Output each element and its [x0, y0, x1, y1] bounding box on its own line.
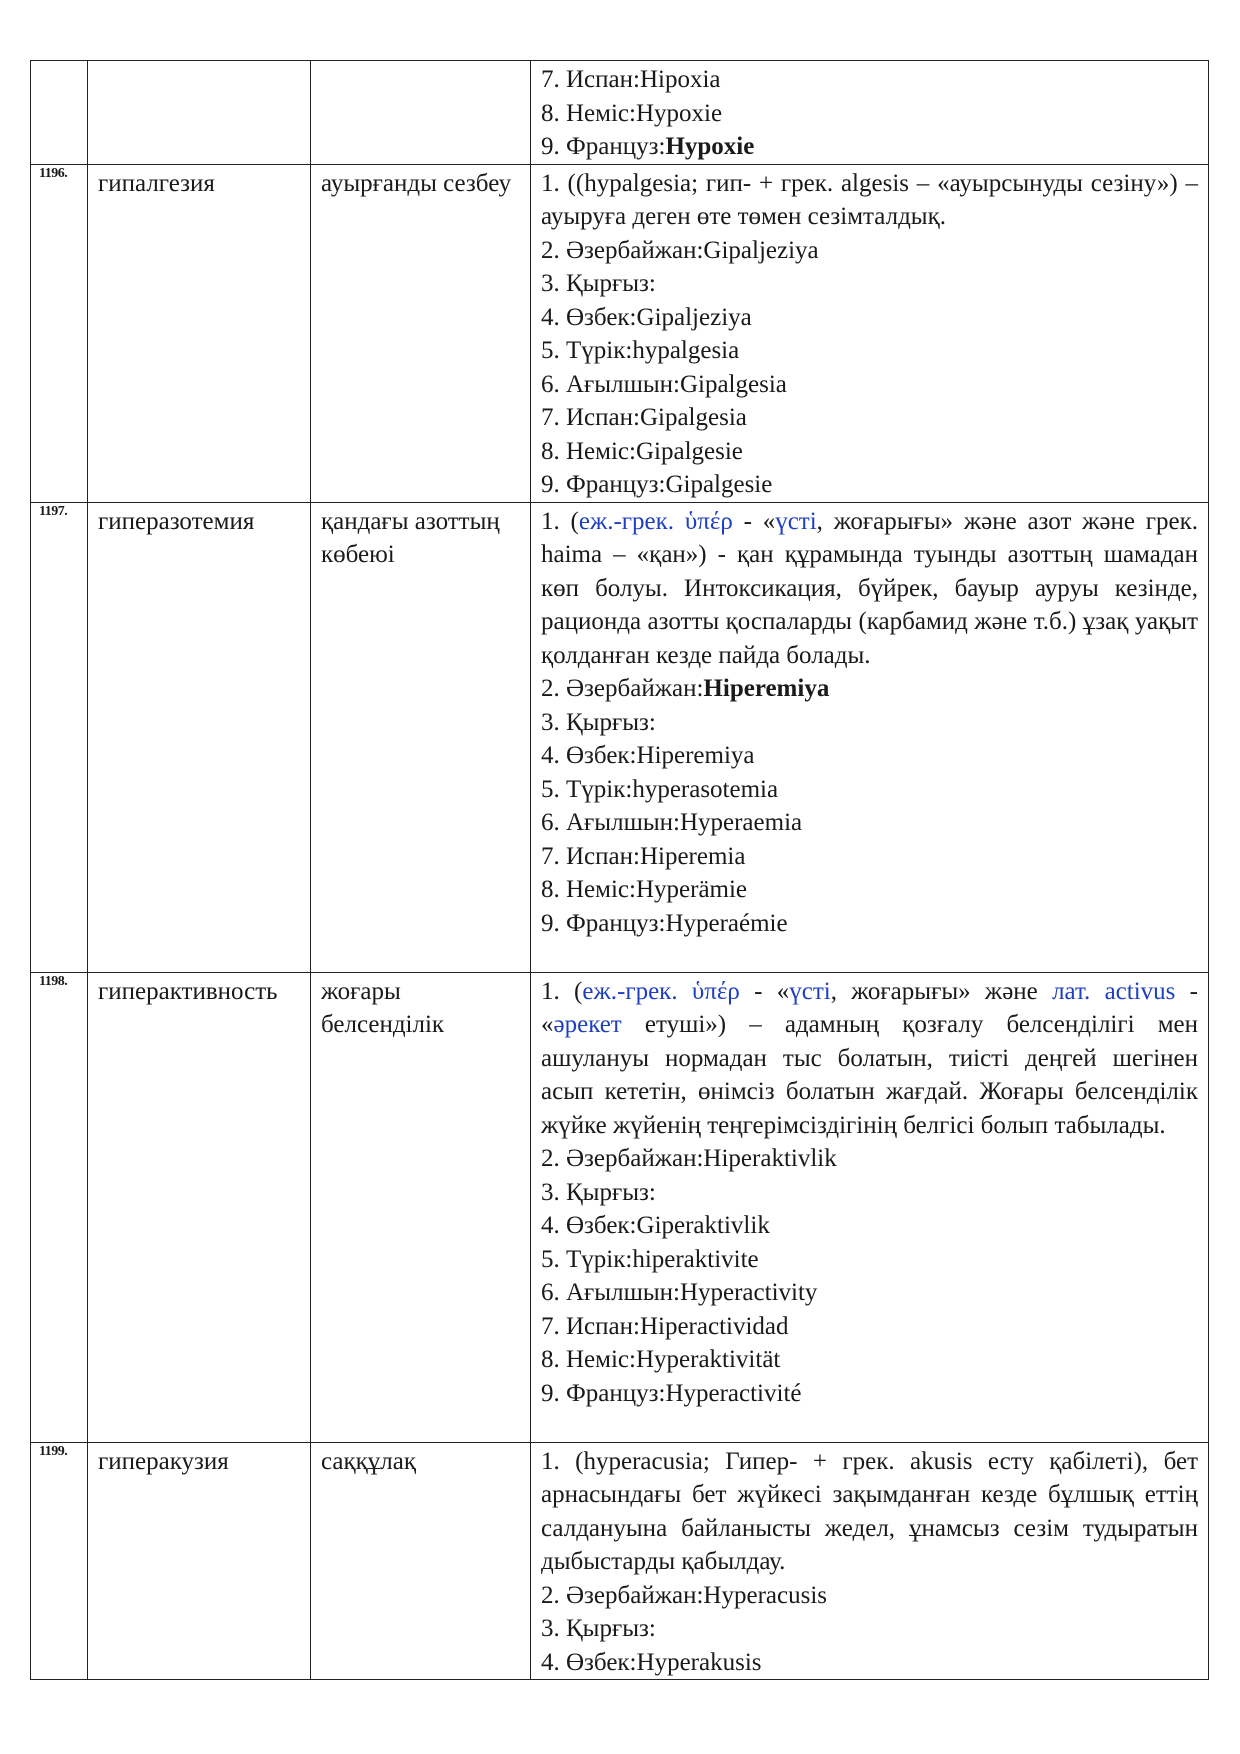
table-row	[31, 164, 1209, 502]
language-line: 3. Қырғыз:	[541, 270, 656, 297]
term-cell	[88, 164, 311, 502]
entry-kazakh: қандағы азоттың көбеюі	[321, 507, 500, 568]
term-cell	[88, 1442, 311, 1680]
definition-text: 1. ((hypalgesia; гип- + грек. algesis – «ауырсынуды сезіну») – ауыруға деген өте төмен сезімталдық.	[541, 169, 1198, 230]
language-line: 7. Испан:Gipalgesia	[541, 404, 747, 431]
entry-number-cell	[31, 1442, 88, 1680]
table-row	[31, 502, 1209, 972]
language-line: 4. Өзбек:Giperaktivlik	[541, 1212, 770, 1239]
definition-cell	[531, 164, 1209, 502]
definition-text: 1. (hyperacusia; Гипер- + грек. akusis есту қабілеті), бет арнасындағы бет жүйкесі зақымданған кезде бұлшық еттің салдануына байланысты жедел, ұнамсыз сезім тудыратын дыбыстарды қабылдау.	[541, 1447, 1198, 1575]
language-line: 4. Өзбек:Hyperakusis	[541, 1648, 762, 1676]
entry-number-cell	[31, 502, 88, 972]
entry-number: 1196.	[39, 165, 68, 181]
kazakh-cell	[311, 972, 531, 1442]
language-line: 8. Неміс:Hyperaktivität	[541, 1346, 781, 1373]
language-line: 9. Француз:Gipalgesie	[541, 471, 773, 498]
term-cell	[88, 502, 311, 972]
language-line: 5. Түрік:hypalgesia	[541, 337, 740, 364]
entry-number: 1197.	[39, 503, 68, 519]
language-line: 2. Әзербайжан:Hiperemiya	[541, 675, 830, 702]
language-line: 7. Испан:Hiperactividad	[541, 1312, 789, 1340]
entry-kazakh: саққұлақ	[321, 1447, 417, 1475]
language-line: 9. Француз:Hyperactivité	[541, 1379, 802, 1407]
language-line: 7. Испан:Hipoxia	[541, 66, 721, 93]
language-line: 5. Түрік:hyperasotemia	[541, 775, 779, 803]
language-line: 6. Ағылшын:Hyperaemia	[541, 809, 803, 836]
language-line: 4. Өзбек:Hiperemiya	[541, 742, 755, 769]
language-line: 9. Француз:Hyperaémie	[541, 909, 788, 937]
kazakh-cell	[311, 502, 531, 972]
language-line: 2. Әзербайжан:Gipaljeziya	[541, 236, 819, 264]
kazakh-cell	[311, 1442, 531, 1680]
definition-cell	[531, 972, 1209, 1442]
table-row	[31, 1442, 1209, 1680]
language-line: 3. Қырғыз:	[541, 1178, 656, 1206]
entry-number-cell	[31, 972, 88, 1442]
dictionary-table	[30, 60, 1209, 1680]
entry-term: гиперакузия	[98, 1447, 229, 1475]
definition-cell	[531, 1442, 1209, 1680]
language-line: 9. Француз:Hypoxie	[541, 133, 755, 160]
term-cell	[88, 972, 311, 1442]
entry-term: гиперактивность	[98, 977, 278, 1005]
entry-kazakh: жоғары белсенділік	[321, 977, 445, 1038]
kazakh-cell	[311, 61, 531, 165]
entry-number: 1198.	[39, 973, 68, 989]
language-line: 7. Испан:Hiperemia	[541, 842, 746, 870]
entry-number-cell	[31, 61, 88, 165]
language-line: 4. Өзбек:Gipaljeziya	[541, 303, 752, 331]
language-line: 6. Ағылшын:Hyperactivity	[541, 1279, 818, 1306]
language-line: 8. Неміс:Hypoxie	[541, 99, 723, 127]
language-line: 5. Түрік:hiperaktivite	[541, 1245, 759, 1273]
language-line: 3. Қырғыз:	[541, 708, 656, 736]
entry-term: гиперазотемия	[98, 507, 255, 535]
entry-term: гипалгезия	[98, 169, 215, 197]
definition-cell	[531, 61, 1209, 165]
entry-number: 1199.	[39, 1443, 68, 1459]
table-row	[31, 972, 1209, 1442]
table-row	[31, 61, 1209, 165]
definition-text: 1. (еж.-грек. ὑπέρ - «үсті, жоғарығы» және азот және грек. haima – «қан») - қан құрамында туынды азоттың шамадан көп болуы. Интоксикация, бүйрек, бауыр ауруы кезінде, рационда азотты қоспаларды (карбамид және т.б.) ұзақ уақыт қолданған кезде пайда болады.	[541, 507, 1199, 669]
language-line: 6. Ағылшын:Gipalgesia	[541, 370, 787, 398]
language-line: 3. Қырғыз:	[541, 1615, 656, 1642]
definition-text: 1. (еж.-грек. ὑπέρ - «үсті, жоғарығы» және лат. activus - «әрекет етуші») – адамның қозғалу белсенділігі мен ашулануы нормадан тыс болатын, тиісті деңгей шегінен асып кететін, өнімсіз болатын жағдай. Жоғары белсенділік жүйке жүйенің теңгерімсіздігінің белгісі болып табылады.	[541, 977, 1199, 1139]
language-line: 2. Әзербайжан:Hyperacusis	[541, 1581, 827, 1609]
entry-number-cell	[31, 164, 88, 502]
entry-kazakh: ауырғанды сезбеу	[321, 169, 512, 197]
term-cell	[88, 61, 311, 165]
kazakh-cell	[311, 164, 531, 502]
language-line: 8. Неміс:Hyperämie	[541, 876, 748, 903]
language-line: 8. Неміс:Gipalgesie	[541, 437, 743, 465]
language-line: 2. Әзербайжан:Hiperaktivlik	[541, 1145, 837, 1172]
definition-cell	[531, 502, 1209, 972]
